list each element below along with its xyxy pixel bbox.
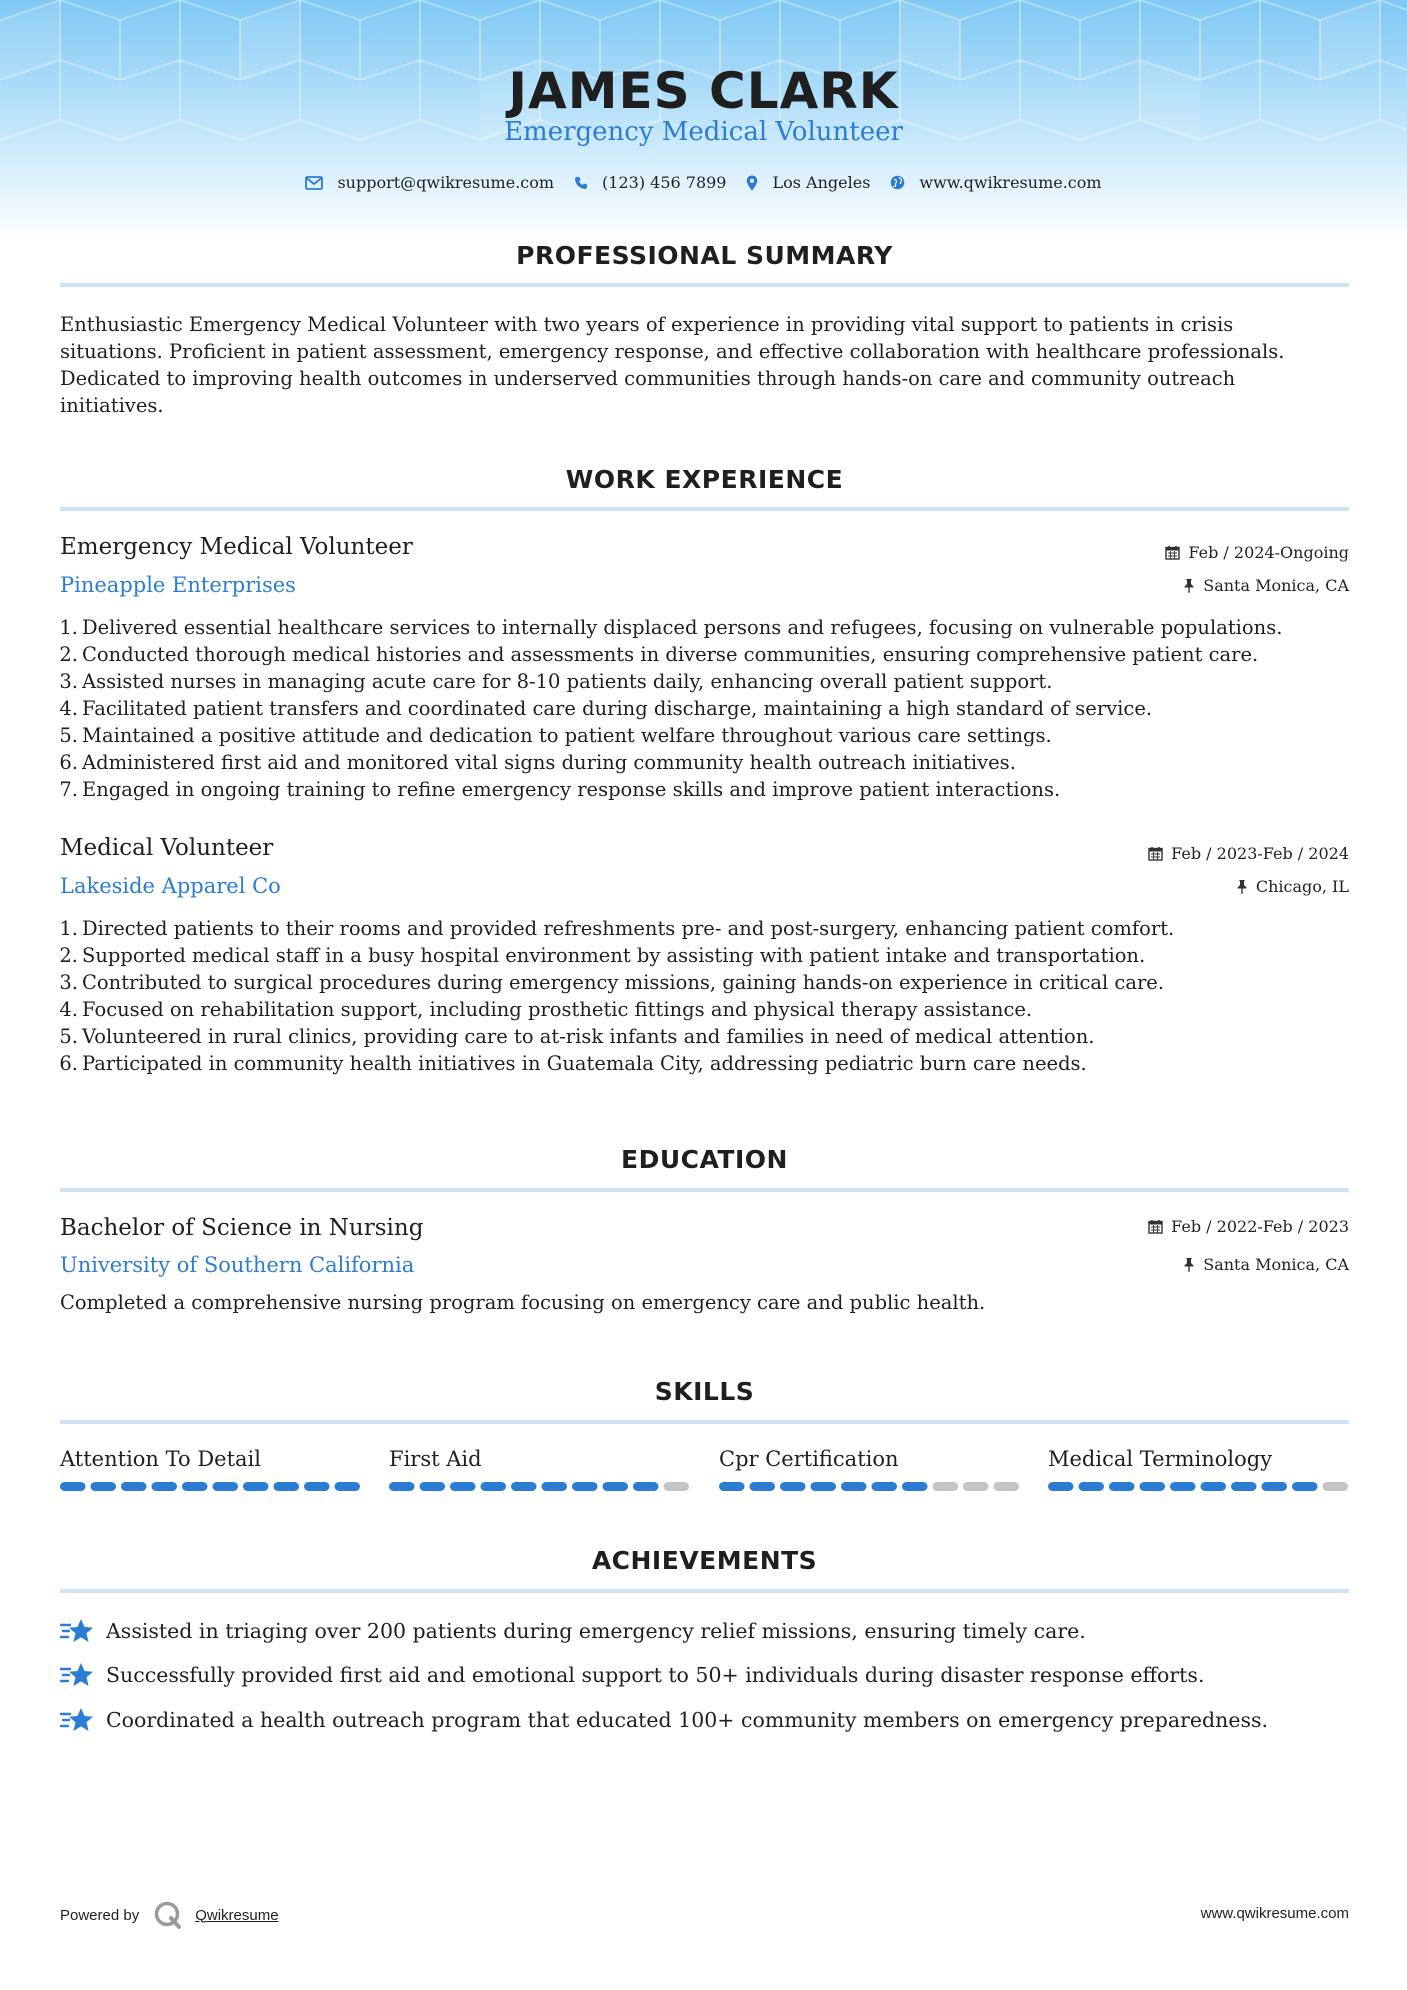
- powered-by-label: Powered by: [60, 1906, 140, 1924]
- skill-dot-filled: [243, 1482, 269, 1491]
- summary-line: Enthusiastic Emergency Medical Volunteer with two years of experience in providing vital support to patients in crisis: [60, 313, 1234, 336]
- globe-icon: [890, 175, 905, 190]
- calendar-icon: [1165, 545, 1180, 560]
- star-icon: [60, 1706, 94, 1734]
- skill-dot-filled: [1140, 1482, 1166, 1491]
- skill-dot-filled: [274, 1482, 300, 1491]
- skill-dot-filled: [182, 1482, 208, 1491]
- education-divider: [60, 1188, 1349, 1192]
- list-item: 6. Administered first aid and monitored vital signs during community health outreach initiatives.: [59, 751, 1016, 774]
- skill-dot-filled: [1048, 1482, 1074, 1491]
- star-icon: [60, 1661, 94, 1689]
- skill-level-bar: [719, 1482, 1019, 1492]
- skill-dot-filled: [335, 1482, 361, 1491]
- candidate-role: Emergency Medical Volunteer: [504, 117, 903, 147]
- skill-dot-filled: [511, 1482, 537, 1491]
- list-item: 2. Supported medical staff in a busy hospital environment by assisting with patient intake and transportation.: [59, 944, 1146, 967]
- contact-bar: [0, 173, 1407, 192]
- list-item: 1. Directed patients to their rooms and provided refreshments pre- and post-surgery, enhancing patient comfort.: [59, 917, 1175, 940]
- skill-dot-filled: [1292, 1482, 1318, 1491]
- list-item: 7. Engaged in ongoing training to refine emergency response skills and improve patient interactions.: [59, 778, 1061, 801]
- job-bullets: [56, 915, 1356, 1077]
- skill-dot-filled: [1109, 1482, 1135, 1491]
- skill-dot-filled: [603, 1482, 629, 1491]
- job-dates-text: Feb / 2023-Feb / 2024: [1171, 844, 1349, 863]
- list-item: 3. Contributed to surgical procedures during emergency missions, gaining hands-on experience in critical care.: [59, 971, 1165, 994]
- achievements-divider: [60, 1589, 1349, 1593]
- education-description: Completed a comprehensive nursing program focusing on emergency care and public health.: [60, 1291, 986, 1314]
- list-item: 3. Assisted nurses in managing acute care for 8-10 patients daily, enhancing overall patient support.: [59, 670, 1053, 693]
- experience-heading: WORK EXPERIENCE: [565, 465, 844, 494]
- education-location: [1183, 1255, 1349, 1274]
- job-company: Lakeside Apparel Co: [60, 874, 281, 898]
- website-text: www.qwikresume.com: [919, 173, 1102, 192]
- job-dates: [1148, 844, 1349, 863]
- skill-dot-filled: [841, 1482, 867, 1491]
- skill-dot-filled: [1079, 1482, 1105, 1491]
- skill-dot-filled: [420, 1482, 446, 1491]
- skill-level-bar: [60, 1482, 360, 1492]
- achievement-text: Coordinated a health outreach program that educated 100+ community members on emergency preparedness.: [106, 1708, 1269, 1732]
- list-item: 2. Conducted thorough medical histories and assessments in diverse communities, ensuring comprehensive patient care.: [59, 643, 1259, 666]
- brand-link[interactable]: Qwikresume: [195, 1906, 279, 1924]
- achievement-item: [60, 1617, 1360, 1645]
- skill-dot-filled: [902, 1482, 928, 1491]
- skill-dot-filled: [481, 1482, 507, 1491]
- skill-level-bar: [1048, 1482, 1348, 1492]
- achievement-text: Successfully provided first aid and emotional support to 50+ individuals during disaster response efforts.: [106, 1663, 1205, 1687]
- star-icon: [60, 1617, 94, 1645]
- summary-line: initiatives.: [60, 394, 164, 417]
- skill-level-bar: [389, 1482, 689, 1492]
- pushpin-icon: [1183, 1257, 1195, 1272]
- skill-dot-filled: [389, 1482, 415, 1491]
- summary-heading: PROFESSIONAL SUMMARY: [516, 241, 893, 270]
- candidate-name: JAMES CLARK: [508, 62, 899, 120]
- list-item: 6. Participated in community health initiatives in Guatemala City, addressing pediatric burn care needs.: [59, 1052, 1087, 1075]
- skill-dot-empty: [1323, 1482, 1349, 1491]
- footer-website[interactable]: www.qwikresume.com: [1200, 1905, 1349, 1922]
- job-location: [1236, 877, 1349, 896]
- list-item: 4. Focused on rehabilitation support, including prosthetic fittings and physical therapy assistance.: [59, 998, 1033, 1021]
- calendar-icon: [1148, 846, 1163, 861]
- skill-dot-filled: [152, 1482, 178, 1491]
- skill-dot-filled: [213, 1482, 239, 1491]
- list-item: 4. Facilitated patient transfers and coordinated care during discharge, maintaining a high standard of service.: [59, 697, 1153, 720]
- skill-dot-filled: [1262, 1482, 1288, 1491]
- email-text: support@qwikresume.com: [337, 173, 555, 192]
- experience-divider: [60, 507, 1349, 511]
- skill-dot-filled: [1231, 1482, 1257, 1491]
- education-school: University of Southern California: [60, 1253, 415, 1277]
- skill-dot-filled: [1201, 1482, 1227, 1491]
- achievement-item: [60, 1706, 1360, 1734]
- education-heading: EDUCATION: [621, 1145, 788, 1174]
- skills-divider: [60, 1420, 1349, 1424]
- job-title: Medical Volunteer: [60, 835, 274, 861]
- job-location: [1183, 576, 1349, 595]
- job-location-text: Santa Monica, CA: [1203, 576, 1349, 595]
- contact-website[interactable]: [890, 173, 1101, 192]
- job-location-text: Chicago, IL: [1255, 877, 1349, 896]
- phone-icon: [574, 176, 588, 190]
- contact-phone[interactable]: [574, 173, 726, 192]
- skills-heading: SKILLS: [654, 1377, 755, 1406]
- skill-name: First Aid: [389, 1447, 482, 1471]
- skill-dot-empty: [664, 1482, 690, 1491]
- envelope-icon: [305, 176, 323, 190]
- job-bullets: [56, 614, 1356, 803]
- skill-item: [1048, 1447, 1348, 1471]
- job-title: Emergency Medical Volunteer: [60, 534, 413, 560]
- job-dates: [1165, 543, 1349, 562]
- achievements-heading: ACHIEVEMENTS: [591, 1546, 818, 1575]
- skill-dot-empty: [933, 1482, 959, 1491]
- footer-powered-by: [60, 1900, 279, 1930]
- pushpin-icon: [1183, 578, 1195, 593]
- skill-dot-filled: [450, 1482, 476, 1491]
- skill-dot-filled: [121, 1482, 147, 1491]
- list-item: 1. Delivered essential healthcare services to internally displaced persons and refugees, focusing on vulnerable populations.: [59, 616, 1283, 639]
- education-dates: [1148, 1217, 1349, 1236]
- job-dates-text: Feb / 2024-Ongoing: [1188, 543, 1349, 562]
- list-item: 5. Maintained a positive attitude and dedication to patient welfare throughout various care settings.: [59, 724, 1052, 747]
- skill-dot-filled: [572, 1482, 598, 1491]
- location-text: Los Angeles: [772, 173, 871, 192]
- skill-dot-empty: [963, 1482, 989, 1491]
- calendar-icon: [1148, 1219, 1163, 1234]
- skill-item: [719, 1447, 1019, 1471]
- job-company: Pineapple Enterprises: [60, 573, 296, 597]
- skill-dot-filled: [780, 1482, 806, 1491]
- skill-name: Cpr Certification: [719, 1447, 899, 1471]
- skill-dot-empty: [994, 1482, 1020, 1491]
- phone-text: (123) 456 7899: [602, 173, 727, 192]
- skill-name: Medical Terminology: [1048, 1447, 1273, 1471]
- skill-dot-filled: [872, 1482, 898, 1491]
- skill-dot-filled: [304, 1482, 330, 1491]
- list-item: 5. Volunteered in rural clinics, providing care to at-risk infants and families in need of medical attention.: [59, 1025, 1095, 1048]
- skill-dot-filled: [1170, 1482, 1196, 1491]
- summary-divider: [60, 283, 1349, 287]
- skill-dot-filled: [60, 1482, 86, 1491]
- summary-text: [60, 311, 1350, 419]
- map-marker-icon: [746, 175, 758, 191]
- skill-item: [389, 1447, 689, 1471]
- skill-dot-filled: [811, 1482, 837, 1491]
- skill-dot-filled: [91, 1482, 117, 1491]
- achievement-item: [60, 1661, 1360, 1689]
- education-dates-text: Feb / 2022-Feb / 2023: [1171, 1217, 1349, 1236]
- contact-location: [746, 173, 870, 192]
- skill-dot-filled: [633, 1482, 659, 1491]
- skill-dot-filled: [750, 1482, 776, 1491]
- skill-name: Attention To Detail: [60, 1447, 261, 1471]
- qwikresume-logo-icon: [153, 1900, 183, 1930]
- skill-dot-filled: [719, 1482, 745, 1491]
- skill-dot-filled: [542, 1482, 568, 1491]
- pushpin-icon: [1236, 879, 1248, 894]
- education-degree: Bachelor of Science in Nursing: [60, 1215, 424, 1241]
- skill-item: [60, 1447, 360, 1471]
- summary-line: Dedicated to improving health outcomes in underserved communities through hands-on care and community outreach: [60, 367, 1236, 390]
- education-location-text: Santa Monica, CA: [1203, 1255, 1349, 1274]
- contact-email[interactable]: [305, 173, 554, 192]
- summary-line: situations. Proficient in patient assessment, emergency response, and effective collaboration with healthcare professionals.: [60, 340, 1285, 363]
- achievement-text: Assisted in triaging over 200 patients during emergency relief missions, ensuring timely care.: [106, 1619, 1086, 1643]
